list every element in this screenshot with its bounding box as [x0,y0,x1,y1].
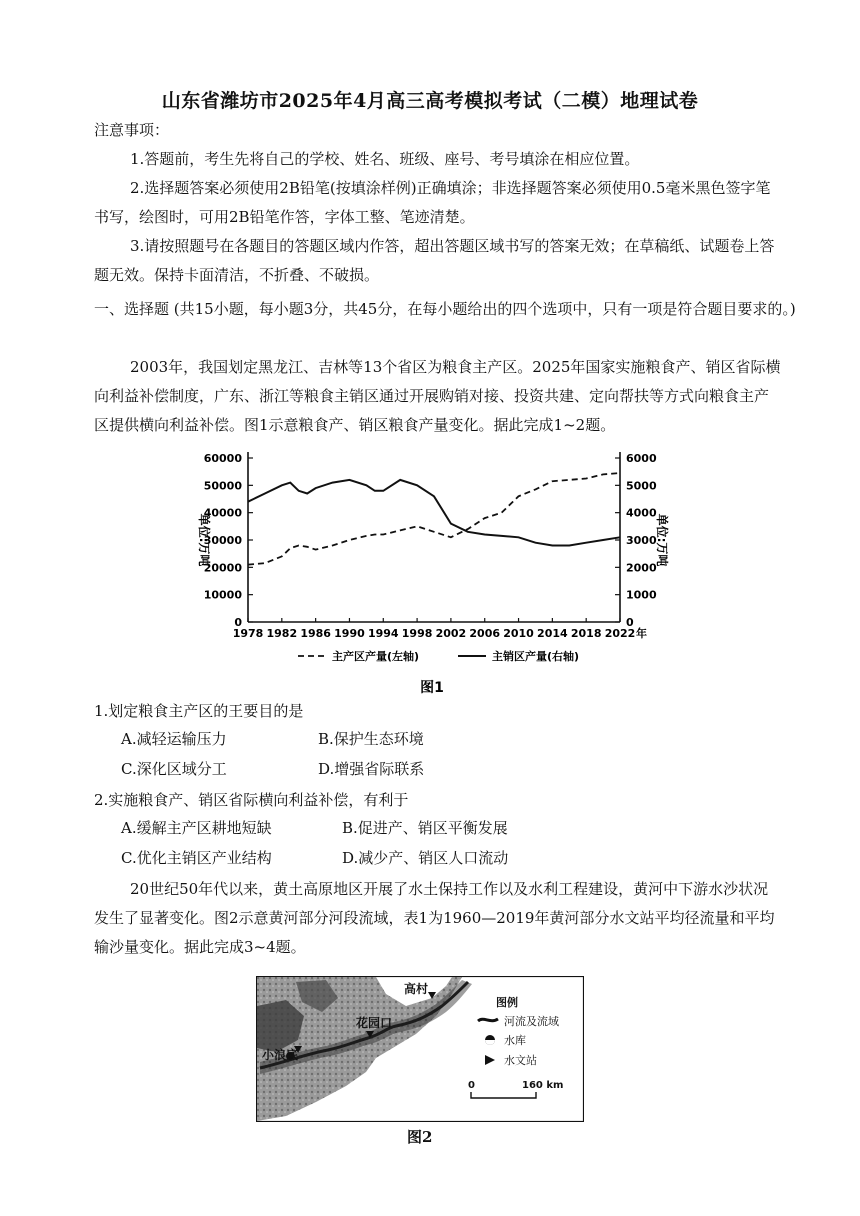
figure-1-caption: 图1 [420,680,444,696]
question-1-stem: 1.划定粮食主产区的王要目的是 [94,702,304,720]
legend-title: 图例 [496,996,518,1009]
right-tick-label: 3000 [626,534,657,547]
yellow-river-map [256,976,584,1122]
notice-heading: 注意事项： [94,121,170,139]
notice-item-3: 3.请按照题号在各题目的答题区域内作答，超出答题区域书写的答案无效；在草稿纸、试题卷上答题无效。保持卡面清洁，不折叠、不破损。 [94,237,775,284]
x-tick-label: 1986 [300,627,331,640]
legend-reservoir-label: 水库 [504,1034,526,1047]
left-tick-label: 50000 [203,479,242,493]
left-tick-label: 30000 [203,534,242,547]
x-tick-label: 1982 [266,627,298,640]
q2-option-a[interactable]: A.缓解主产区耕地短缺 [121,819,272,837]
q2-option-c[interactable]: C.优化主销区产业结构 [121,849,272,867]
x-tick-label: 2018 [570,627,602,640]
main-selling-series-line [248,480,620,546]
legend-river-label: 河流及流域 [504,1015,559,1028]
x-tick-label: 2014 [537,627,568,640]
scale-label-end: 160 km [522,1080,564,1091]
section-heading: 一、选择题 (共15小题，每小题3分，共45分，在每小题给出的四个选项中，只有一项是符合题目要求的。) [94,300,796,318]
x-tick-label: 1990 [334,627,365,640]
legend-label-main-selling: 主销区产量(右轴) [492,650,580,663]
x-tick-label: 2022 [604,627,636,640]
scale-label-start: 0 [468,1080,475,1091]
exam-title: 山东省潍坊市2025年4月高三高考模拟考试（二模）地理试卷 [161,90,699,112]
x-tick-label: 2002 [435,627,467,640]
passage-1: 2003年，我国划定黑龙江、吉林等13个省区为粮食主产区。2025年国家实施粮食产、销区省际横向利益补偿制度，广东、浙江等粮食主销区通过开展购销对接、投资共建、定向帮扶等方式向粮食主产区提供横向利益补偿。图1示意粮食产、销区粮食产量变化。据此完成1~2题。 [94,358,781,434]
grain-output-chart [180,440,680,700]
q2-option-d[interactable]: D.减少产、销区人口流动 [342,849,509,867]
left-axis-title: 单位:万吨 [197,513,211,567]
left-tick-label: 0 [234,616,242,629]
right-tick-label: 4000 [626,506,657,520]
legend-river-icon [478,1019,498,1021]
x-tick-label: 1978 [232,627,264,640]
right-tick-label: 6000 [626,452,657,465]
x-tick-label: 1994 [367,627,399,640]
station-label-gaocun: 高村 [404,982,429,996]
x-unit-label: 年 [636,627,647,640]
q1-option-d[interactable]: D.增强省际联系 [318,760,425,778]
x-tick-label: 1998 [401,627,433,640]
x-tick-label: 2006 [469,627,501,640]
left-tick-label: 40000 [203,506,242,520]
station-label-huayuankou: 花园口 [356,1016,393,1030]
right-axis-title: 单位:万吨 [655,513,669,567]
x-tick-label: 2010 [503,627,534,640]
right-tick-label: 1000 [626,588,657,602]
q1-option-c[interactable]: C.深化区域分工 [121,760,227,778]
q1-option-b[interactable]: B.保护生态环境 [318,730,424,748]
question-2-stem: 2.实施粮食产、销区省际横向利益补偿，有利于 [94,791,409,809]
main-producing-series-line [248,473,620,565]
q1-option-a[interactable]: A.减轻运输压力 [121,730,227,748]
right-tick-label: 5000 [626,479,657,493]
legend-station-label: 水文站 [504,1054,537,1067]
notice-item-2: 2.选择题答案必须使用2B铅笔(按填涂样例)正确填涂；非选择题答案必须使用0.5毫米黑色签字笔书写，绘图时，可用2B铅笔作答，字体工整、笔迹清楚。 [94,179,771,226]
left-tick-label: 60000 [203,452,242,465]
station-label-xiaolangdi: 小浪底 [262,1048,299,1062]
left-tick-label: 20000 [203,561,242,575]
figure-2-caption: 图2 [407,1128,433,1146]
left-tick-label: 10000 [203,588,242,602]
notice-item-1: 1.答题前，考生先将自己的学校、姓名、班级、座号、考号填涂在相应位置。 [130,150,640,168]
passage-2: 20世纪50年代以来，黄土高原地区开展了水土保持工作以及水利工程建设，黄河中下游水沙状况发生了显著变化。图2示意黄河部分河段流域，表1为1960—2019年黄河部分水文站平均径流量和平均输沙量变化。据此完成3~4题。 [94,880,775,956]
legend-label-main-producing: 主产区产量(左轴) [332,650,420,663]
right-tick-label: 2000 [626,561,657,575]
q2-option-b[interactable]: B.促进产、销区平衡发展 [342,819,508,837]
right-tick-label: 0 [626,616,634,629]
